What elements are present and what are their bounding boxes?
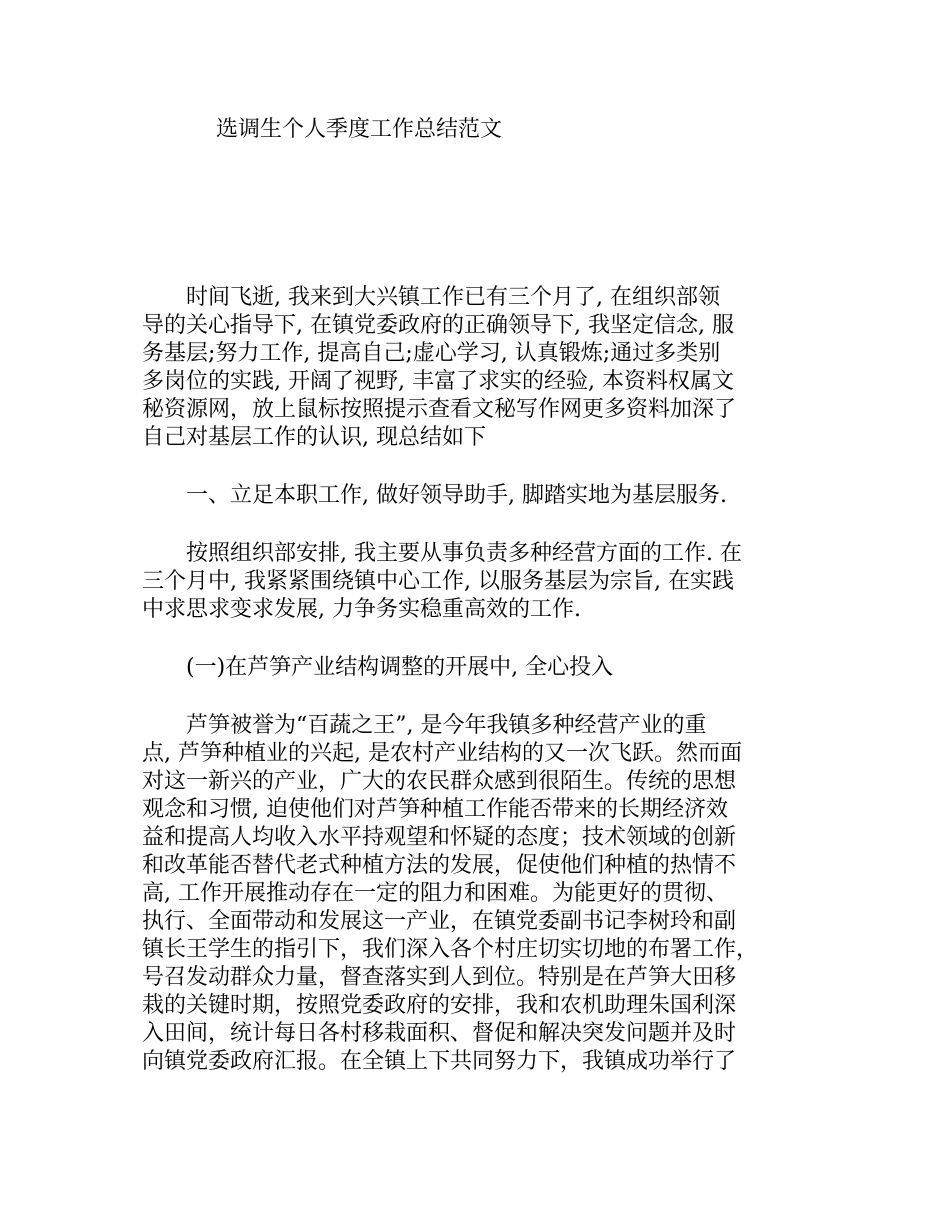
text-line: 向镇党委政府汇报。在全镇上下共同努力下，我镇成功举行了 bbox=[142, 1049, 737, 1074]
text-line: 入田间，统计每日各村移栽面积、督促和解决突发问题并及时 bbox=[142, 1021, 737, 1046]
text-line: 秘资源网，放上鼠标按照提示查看文秘写作网更多资料加深了 bbox=[142, 397, 737, 422]
text-line: 芦笋被誉为“百蔬之王”, 是今年我镇多种经营产业的重 bbox=[142, 713, 707, 738]
text-line: 对这一新兴的产业，广大的农民群众感到很陌生。传统的思想 bbox=[142, 769, 737, 794]
text-line: 多岗位的实践, 开阔了视野, 丰富了求实的经验, 本资料权属文 bbox=[142, 369, 734, 394]
text-line: 和改革能否替代老式种植方法的发展，促使他们种植的热情不 bbox=[142, 853, 737, 878]
text-line: 执行、全面带动和发展这一产业，在镇党委副书记李树玲和副 bbox=[142, 909, 737, 934]
text-line: 导的关心指导下, 在镇党委政府的正确领导下, 我坚定信念, 服 bbox=[142, 313, 734, 338]
text-line: 益和提高人均收入水平持观望和怀疑的态度；技术领域的创新 bbox=[142, 825, 737, 850]
text-line: 镇长王学生的指引下，我们深入各个村庄切实切地的布署工作， bbox=[142, 937, 759, 962]
text-line: 高, 工作开展推动存在一定的阻力和困难。为能更好的贯彻、 bbox=[142, 881, 728, 906]
document-title: 选调生个人季度工作总结范文 bbox=[216, 117, 503, 142]
subsection-heading: (一)在芦笋产业结构调整的开展中, 全心投入 bbox=[142, 655, 614, 680]
text-line: 号召发动群众力量，督查落实到人到位。特别是在芦笋大田移 bbox=[142, 965, 737, 990]
text-line: 自己对基层工作的认识, 现总结如下 bbox=[142, 425, 486, 450]
text-line: 按照组织部安排, 我主要从事负责多种经营方面的工作. 在 bbox=[142, 541, 742, 566]
text-line: 务基层;努力工作, 提高自己;虚心学习, 认真锻炼;通过多类别 bbox=[142, 341, 721, 366]
text-line: 时间飞逝, 我来到大兴镇工作已有三个月了, 在组织部领 bbox=[142, 285, 720, 310]
text-line: 观念和习惯, 迫使他们对芦笋种植工作能否带来的长期经济效 bbox=[142, 797, 728, 822]
text-line: 中求思求变求发展, 力争务实稳重高效的工作. bbox=[142, 597, 581, 622]
text-line: 三个月中, 我紧紧围绕镇中心工作, 以服务基层为宗旨, 在实践 bbox=[142, 569, 734, 594]
text-line: 栽的关键时期，按照党委政府的安排，我和农机助理朱国利深 bbox=[142, 993, 737, 1018]
text-line: 点, 芦笋种植业的兴起, 是农村产业结构的又一次飞跃。然而面 bbox=[142, 741, 742, 766]
section-heading: 一、立足本职工作, 做好领导助手, 脚踏实地为基层服务. bbox=[142, 483, 727, 508]
